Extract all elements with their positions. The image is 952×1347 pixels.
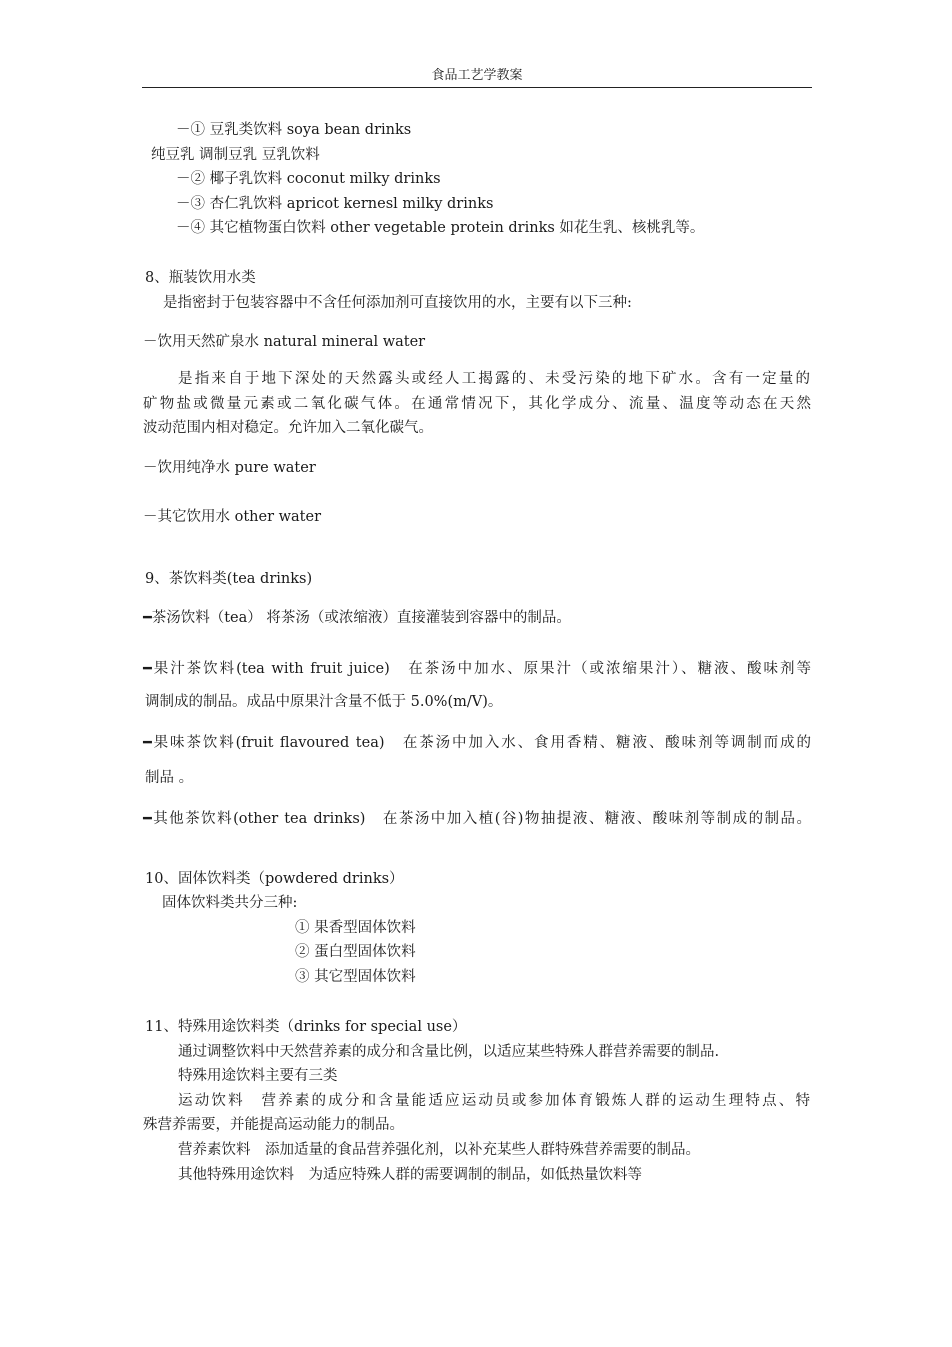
text-line: －④ 其它植物蛋白饮料 other vegetable protein drinks 如花生乳、核桃乳等。 — [176, 220, 705, 236]
text-line: 波动范围内相对稳定。允许加入二氧化碳气。 — [143, 420, 433, 436]
section-heading-9: 9、茶饮料类(tea drinks) — [145, 571, 313, 587]
section-heading-11: 11、特殊用途饮料类（drinks for special use） — [145, 1019, 467, 1035]
text-line: －③ 杏仁乳饮料 apricot kernesl milky drinks — [176, 196, 494, 212]
section-heading-8: 8、瓶装饮用水类 — [145, 270, 256, 286]
page-header-title: 食品工艺学教案 — [431, 68, 523, 83]
text-line: ━其他茶饮料(other tea drinks) 在茶汤中加入植(谷)物抽提液、糖液、酸味剂等制成的制品。 — [143, 811, 811, 827]
text-line: 是指密封于包装容器中不含任何添加剂可直接饮用的水，主要有以下三种: — [163, 295, 632, 311]
list-item: ① 果香型固体饮料 — [295, 920, 416, 936]
text-line: －饮用天然矿泉水 natural mineral water — [143, 334, 426, 350]
text-line: 固体饮料类共分三种: — [162, 895, 298, 911]
section-heading-10: 10、固体饮料类（powdered drinks） — [145, 871, 404, 887]
header-rule — [142, 87, 812, 88]
text-line: 其他特殊用途饮料 为适应特殊人群的需要调制的制品，如低热量饮料等 — [178, 1167, 642, 1183]
text-line: 殊营养需要，并能提高运动能力的制品。 — [143, 1117, 404, 1133]
text-line: 营养素饮料 添加适量的食品营养强化剂，以补充某些人群特殊营养需要的制品。 — [178, 1142, 700, 1158]
text-line: 纯豆乳 调制豆乳 豆乳饮料 — [151, 147, 320, 163]
text-line: ━果汁茶饮料(tea with fruit juice) 在茶汤中加水、原果汁（或浓缩果汁）、糖液、酸味剂等 — [143, 661, 811, 677]
list-item: ③ 其它型固体饮料 — [295, 969, 416, 985]
text-line: 运动饮料 营养素的成分和含量能适应运动员或参加体育锻炼人群的运动生理特点、特 — [178, 1093, 810, 1109]
list-item: ② 蛋白型固体饮料 — [295, 944, 416, 960]
text-line: －② 椰子乳饮料 coconut milky drinks — [176, 171, 441, 187]
text-line: 制品 。 — [145, 770, 194, 786]
text-line: 调制成的制品。成品中原果汁含量不低于 5.0%(m/V)。 — [145, 694, 503, 710]
text-line: 特殊用途饮料主要有三类 — [178, 1068, 338, 1084]
text-line: －① 豆乳类饮料 soya bean drinks — [176, 122, 412, 138]
text-line: 是指来自于地下深处的天然露头或经人工揭露的、未受污染的地下矿水。含有一定量的 — [178, 371, 810, 387]
text-line: ━果味茶饮料(fruit flavoured tea) 在茶汤中加入水、食用香精、糖液、酸味剂等调制而成的 — [143, 735, 811, 751]
text-line: －其它饮用水 other water — [143, 509, 322, 525]
text-line: 矿物盐或微量元素或二氧化碳气体。在通常情况下，其化学成分、流量、温度等动态在天然 — [143, 396, 811, 412]
text-line: －饮用纯净水 pure water — [143, 460, 316, 476]
text-line: ━茶汤饮料（tea） 将茶汤（或浓缩液）直接灌装到容器中的制品。 — [143, 610, 571, 626]
text-line: 通过调整饮料中天然营养素的成分和含量比例，以适应某些特殊人群营养需要的制品. — [178, 1044, 720, 1060]
